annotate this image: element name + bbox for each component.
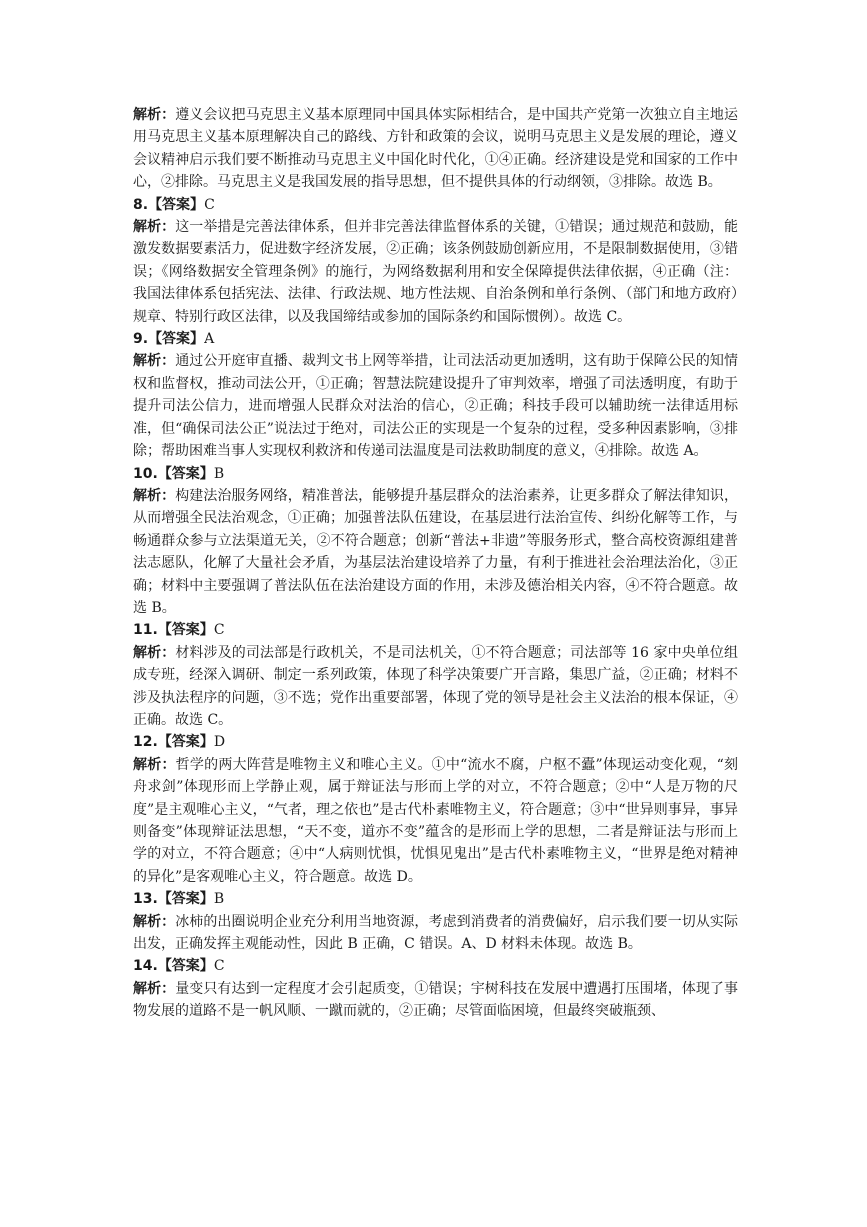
answer-line <box>133 888 738 910</box>
answer-line <box>133 619 738 641</box>
answer-tag: 【答案】 <box>157 622 214 639</box>
analysis-paragraph <box>133 978 738 1023</box>
answer-tag: 【答案】 <box>157 891 214 908</box>
answer-value: D <box>213 734 226 751</box>
answer-value: C <box>204 196 215 213</box>
question-number: 8. <box>133 196 149 213</box>
answer-tag: 【答案】 <box>157 465 214 482</box>
analysis-text: 构建法治服务网络，精准普法，能够提升基层群众的法治素养，让更多群众了解法律知识，从而增强全民法治观念，①正确；加强普法队伍建设，在基层进行法治宣传、纠纷化解等工作，与畅通群众参与立法渠道无关，②不符合题意；创新“普法+非遗”等服务形式，整合高校资源组建普法志愿队，化解了大量社会矛盾，为基层法治建设培养了力量，有利于推进社会治理法治化，③正确；材料中主要强调了普法队伍在法治建设方面的作用，未涉及德治相关内容，④不符合题意。故选 B。 <box>133 487 739 616</box>
analysis-paragraph <box>133 350 738 462</box>
analysis-label: 解析： <box>133 353 176 370</box>
answer-tag: 【答案】 <box>148 196 205 213</box>
analysis-text: 通过公开庭审直播、裁判文书上网等举措，让司法活动更加透明，这有助于保障公民的知情权和监督权，推动司法公开，①正确；智慧法院建设提升了审判效率，增强了司法透明度，有助于提升司法公信力，进而增强人民群众对法治的信心，②正确；科技手段可以辅助统一法律适用标准，但“确保司法公正”说法过于绝对，司法公正的实现是一个复杂的过程，受多种因素影响，③排除；帮助困难当事人实现权利救济和传递司法温度是司法救助制度的意义，④排除。故选 A。 <box>133 353 739 460</box>
question-number: 13. <box>133 891 158 908</box>
analysis-paragraph <box>133 216 738 328</box>
question-number: 14. <box>133 958 158 975</box>
answer-tag: 【答案】 <box>148 331 205 348</box>
answer-line <box>133 463 738 485</box>
analysis-label: 解析： <box>133 644 176 661</box>
question-number: 10. <box>133 465 158 482</box>
analysis-paragraph <box>133 911 738 956</box>
answer-value: B <box>213 465 225 482</box>
analysis-paragraph <box>133 754 738 888</box>
answer-key-page <box>133 104 738 1023</box>
analysis-label: 解析： <box>133 913 176 930</box>
answer-tag: 【答案】 <box>157 958 214 975</box>
answer-line <box>133 328 738 350</box>
analysis-text: 冰柿的出圈说明企业充分利用当地资源，考虑到消费者的消费偏好，启示我们要一切从实际出发，正确发挥主观能动性，因此 B 正确，C 错误。A、D 材料未体现。故选 B。 <box>133 913 739 953</box>
analysis-label: 解析： <box>133 980 176 997</box>
answer-tag: 【答案】 <box>157 734 214 751</box>
analysis-label: 解析： <box>133 219 176 236</box>
analysis-label: 解析： <box>133 756 176 773</box>
analysis-paragraph <box>133 642 738 732</box>
answer-line <box>133 955 738 977</box>
question-number: 12. <box>133 734 158 751</box>
answer-value: C <box>213 622 225 639</box>
answer-value: C <box>213 958 225 975</box>
analysis-text: 这一举措是完善法律体系，但并非完善法律监督体系的关键，①错误；通过规范和鼓励，能激发数据要素活力，促进数字经济发展，②正确；该条例鼓励创新应用，不是限制数据使用，③错误；《网络数据安全管理条例》的施行，为网络数据利用和安全保障提供法律依据，④正确（注：我国法律体系包括宪法、法律、行政法规、地方性法规、自治条例和单行条例、（部门和地方政府）规章、特别行政区法律，以及我国缔结或参加的国际条约和国际惯例）。故选 C。 <box>133 219 739 325</box>
analysis-text: 遵义会议把马克思主义基本原理同中国具体实际相结合，是中国共产党第一次独立自主地运用马克思主义基本原理解决自己的路线、方针和政策的会议，说明马克思主义是发展的理论，遵义会议精神启示我们要不断推动马克思主义中国化时代化，①④正确。经济建设是党和国家的工作中心，②排除。马克思主义是我国发展的指导思想，但不提供具体的行动纲领，③排除。故选 B。 <box>133 107 739 191</box>
analysis-text: 哲学的两大阵营是唯物主义和唯心主义。①中“流水不腐，户枢不蠹”体现运动变化观，“刻舟求剑”体现形而上学静止观，属于辩证法与形而上学的对立，不符合题意；②中“人是万物的尺度”是主观唯心主义，“气者，理之依也”是古代朴素唯物主义，符合题意；③中“世异则事异，事异则备变”体现辩证法思想，“天不变，道亦不变”蕴含的是形而上学的思想，二者是辩证法与形而上学的对立，不符合题意；④中“人病则忧惧，忧惧见鬼出”是古代朴素唯物主义，“世界是绝对精神的异化”是客观唯心主义，符合题意。故选 D。 <box>133 756 738 885</box>
answer-value: A <box>204 331 215 348</box>
analysis-paragraph <box>133 104 738 194</box>
answer-line <box>133 194 738 216</box>
answer-value: B <box>213 891 225 908</box>
question-number: 11. <box>133 622 158 639</box>
question-number: 9. <box>133 331 149 348</box>
answer-line <box>133 731 738 753</box>
analysis-label: 解析： <box>133 107 176 123</box>
analysis-label: 解析： <box>133 487 176 504</box>
analysis-paragraph <box>133 485 738 619</box>
analysis-text: 量变只有达到一定程度才会引起质变，①错误；宇树科技在发展中遭遇打压围堵，体现了事物发展的道路不是一帆风顺、一蹴而就的，②正确；尽管面临困境，但最终突破瓶颈、 <box>133 980 739 1020</box>
analysis-text: 材料涉及的司法部是行政机关，不是司法机关，①不符合题意；司法部等 16 家中央单位组成专班，经深入调研、制定一系列政策，体现了科学决策要广开言路，集思广益，②正确；材料不涉及执法程序的问题，③不选；党作出重要部署，体现了党的领导是社会主义法治的根本保证，④正确。故选 C。 <box>133 644 739 728</box>
